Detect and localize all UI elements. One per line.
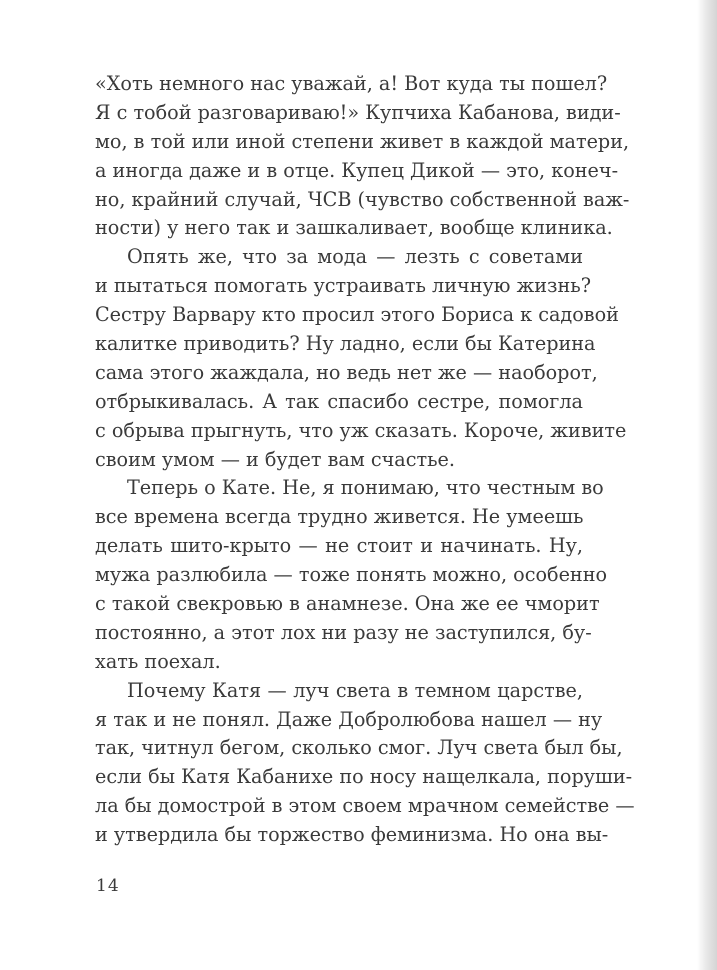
paragraph-1 xyxy=(95,70,630,243)
text-line: мо, в той или иной степени живет в каждой матери, xyxy=(95,129,630,153)
text-line: Я с тобой разговариваю!» Купчиха Кабанова, види- xyxy=(95,100,621,124)
text-line: «Хоть немного нас уважай, а! Вот куда ты пошел? xyxy=(95,72,608,95)
text-line: калитке приводить? Ну ладно, если бы Катерина xyxy=(95,332,596,356)
text-line: я так и не понял. Даже Добролюбова нашел — ну xyxy=(95,707,603,731)
text-line: Почему Катя — луч света в темном царстве, xyxy=(127,678,583,702)
text-line: все времена всегда трудно живется. Не умеешь xyxy=(95,505,584,529)
text-line: делать шито-крыто — не стоит и начинать. Ну, xyxy=(95,534,583,558)
text-line: своим умом — и будет вам счастье. xyxy=(95,447,455,471)
text-line: ности) у него так и зашкаливает, вообще клиника. xyxy=(95,216,613,240)
text-line: и пытаться помогать устраивать личную жизнь? xyxy=(95,274,592,298)
text-line: хать поехал. xyxy=(95,649,221,673)
text-line: постоянно, а этот лох ни разу не заступился, бу- xyxy=(95,620,592,644)
text-line: а иногда даже и в отце. Купец Дикой — это, конеч- xyxy=(95,158,619,182)
paragraph-3 xyxy=(95,474,608,676)
text-line: сама этого жаждала, но ведь нет же — наоборот, xyxy=(95,360,598,384)
paragraph-2 xyxy=(95,243,627,474)
text-line: мужа разлюбила — тоже понять можно, особенно xyxy=(95,563,608,587)
text-line: но, крайний случай, ЧСВ (чувство собственной важ- xyxy=(95,187,630,211)
page-number: 14 xyxy=(96,876,120,896)
text-line: и утвердила бы торжество феминизма. Но она вы- xyxy=(95,823,609,847)
text-line: Сестру Варвару кто просил этого Бориса к садовой xyxy=(95,303,619,327)
paragraph-4 xyxy=(95,677,635,850)
text-line: с обрыва прыгнуть, что уж сказать. Короче, живите xyxy=(95,418,627,442)
text-line: так, читнул бегом, сколько смог. Луч света был бы, xyxy=(95,736,623,760)
text-line: если бы Катя Кабанихе по носу нащелкала, поруши- xyxy=(95,765,633,789)
page-edge-shadow xyxy=(697,0,717,970)
text-line: с такой свекровью в анамнезе. Она же ее чморит xyxy=(95,592,600,616)
text-line: Опять же, что за мода — лезть с советами xyxy=(127,245,583,269)
text-line: ла бы домострой в этом своем мрачном семействе — xyxy=(95,794,635,818)
text-line: Теперь о Кате. Не, я понимаю, что честным во xyxy=(127,476,604,500)
body-text xyxy=(95,70,635,850)
text-line: отбрыкивалась. А так спасибо сестре, помогла xyxy=(95,389,583,413)
